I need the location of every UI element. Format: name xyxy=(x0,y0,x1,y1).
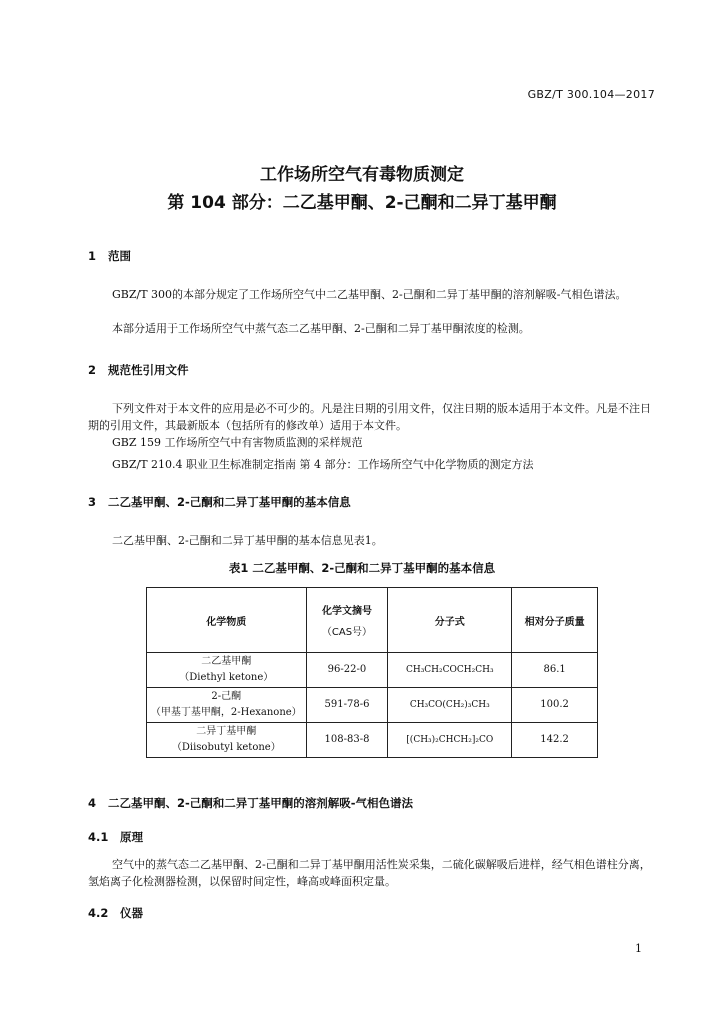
table-row xyxy=(147,723,598,758)
section-4-1-paragraph: 空气中的蒸气态二乙基甲酮、2-己酮和二异丁基甲酮用活性炭采集，二硫化碳解吸后进样，经气相色谱柱分离，氢焰离子化检测器检测，以保留时间定性，峰高或峰面积定量。 xyxy=(88,858,651,888)
section-number: 3 xyxy=(88,495,97,509)
table-header-row xyxy=(147,588,598,653)
header-cas xyxy=(306,588,388,653)
section-4-1-heading xyxy=(88,829,143,845)
section-title: 二乙基甲酮、2-己酮和二异丁基甲酮的基本信息 xyxy=(108,495,351,509)
page-number: 1 xyxy=(635,942,642,955)
section-title: 二乙基甲酮、2-己酮和二异丁基甲酮的溶剂解吸-气相色谱法 xyxy=(108,796,414,810)
document-subtitle: 第 104 部分：二乙基甲酮、2-己酮和二异丁基甲酮 xyxy=(167,193,557,213)
header-cas-line1: 化学文摘号 xyxy=(321,606,372,617)
cell-chemical xyxy=(147,723,307,758)
cell-chemical xyxy=(147,688,307,723)
table-row xyxy=(147,653,598,688)
section-title: 仪器 xyxy=(120,906,143,920)
section-3-heading xyxy=(88,494,351,510)
table-caption: 表1 二乙基甲酮、2-己酮和二异丁基甲酮的基本信息 xyxy=(228,561,496,575)
basic-info-table xyxy=(146,587,598,758)
reference-gbz-159: GBZ 159 工作场所空气中有害物质监测的采样规范 xyxy=(112,436,363,449)
section-3-paragraph-1: 二乙基甲酮、2-己酮和二异丁基甲酮的基本信息见表1。 xyxy=(112,534,383,547)
table-row xyxy=(147,688,598,723)
cell-cas: 96-22-0 xyxy=(306,653,388,688)
cell-formula: [(CH₃)₂CHCH₂]₂CO xyxy=(388,723,512,758)
reference-gbzt-210-4: GBZ/T 210.4 职业卫生标准制定指南 第 4 部分：工作场所空气中化学物质的测定方法 xyxy=(112,458,534,471)
cell-formula: CH₃CO(CH₂)₃CH₃ xyxy=(388,688,512,723)
section-number: 4.2 xyxy=(88,906,109,920)
section-number: 4.1 xyxy=(88,830,109,844)
section-title: 范围 xyxy=(108,249,131,263)
cell-mw: 100.2 xyxy=(512,688,598,723)
cell-formula: CH₃CH₂COCH₂CH₃ xyxy=(388,653,512,688)
cell-chemical xyxy=(147,653,307,688)
header-mw: 相对分子质量 xyxy=(512,588,598,653)
cell-mw: 142.2 xyxy=(512,723,598,758)
standard-number: GBZ/T 300.104—2017 xyxy=(527,88,655,101)
section-1-paragraph-2: 本部分适用于工作场所空气中蒸气态二乙基甲酮、2-己酮和二异丁基甲酮浓度的检测。 xyxy=(112,322,530,335)
cell-cas: 591-78-6 xyxy=(306,688,388,723)
cell-cas: 108-83-8 xyxy=(306,723,388,758)
section-4-heading xyxy=(88,795,413,811)
header-cas-line2: （CAS号） xyxy=(321,627,373,638)
chemical-alias: （Diethyl ketone） xyxy=(179,672,274,683)
section-4-2-heading xyxy=(88,905,143,921)
section-number: 2 xyxy=(88,363,97,377)
section-2-paragraph-1: 下列文件对于本文件的应用是必不可少的。凡是注日期的引用文件，仅注日期的版本适用于本文件。凡是不注日期的引用文件，其最新版本（包括所有的修改单）适用于本文件。 xyxy=(88,402,651,432)
chemical-name: 2-己酮 xyxy=(211,691,242,702)
chemical-name: 二乙基甲酮 xyxy=(201,656,252,667)
section-2-heading xyxy=(88,362,189,378)
section-1-heading xyxy=(88,248,131,264)
chemical-name: 二异丁基甲酮 xyxy=(196,726,257,737)
cell-mw: 86.1 xyxy=(512,653,598,688)
chemical-alias: （甲基丁基甲酮，2-Hexanone） xyxy=(150,707,302,718)
section-1-paragraph-1: GBZ/T 300的本部分规定了工作场所空气中二乙基甲酮、2-己酮和二异丁基甲酮的溶剂解吸-气相色谱法。 xyxy=(112,288,627,301)
section-title: 原理 xyxy=(120,830,143,844)
header-formula: 分子式 xyxy=(388,588,512,653)
chemical-alias: （Diisobutyl ketone） xyxy=(171,742,281,753)
section-title: 规范性引用文件 xyxy=(108,363,189,377)
section-number: 4 xyxy=(88,796,97,810)
section-number: 1 xyxy=(88,249,97,263)
document-title: 工作场所空气有毒物质测定 xyxy=(260,165,464,185)
header-chemical: 化学物质 xyxy=(147,588,307,653)
